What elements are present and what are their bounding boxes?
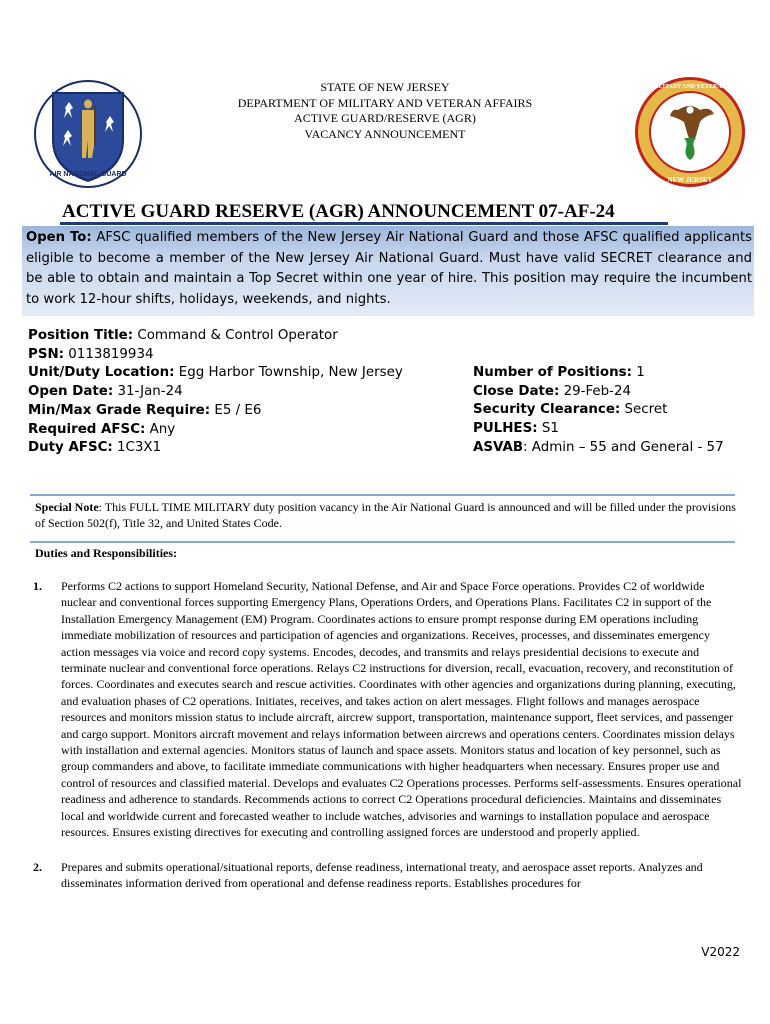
svg-text:NEW JERSEY: NEW JERSEY	[667, 176, 713, 184]
title-divider	[60, 222, 668, 225]
field-security-clearance: Security Clearance: Secret	[473, 402, 668, 418]
field-number-of-positions: Number of Positions: 1	[473, 365, 645, 380]
open-to-section	[26, 228, 752, 310]
field-duty-afsc: Duty AFSC: 1C3X1	[28, 440, 162, 456]
nj-dmava-seal	[634, 76, 746, 188]
document-header	[180, 80, 590, 142]
field-psn: PSN: 0113819934	[28, 346, 154, 362]
duties-list	[28, 578, 742, 909]
duties-heading: Duties and Responsibilities:	[35, 546, 178, 560]
open-to-text: AFSC qualified members of the New Jersey Air National Guard and those AFSC qualified applicants eligible to become a member of the New Jersey Air National Guard. Must have valid SECRET clearance and be able to obtain and maintain a Top Secret within one year of hire. This position may require the incumbent to work 12-hour shifts, holidays, weekends, and nights.	[26, 230, 752, 307]
header-line-vacancy: VACANCY ANNOUNCEMENT	[304, 126, 466, 141]
field-position-title: Position Title: Command & Control Operator	[28, 328, 338, 343]
field-unit-location: Unit/Duty Location: Egg Harbor Township, New Jersey	[28, 365, 403, 381]
special-note	[35, 500, 740, 531]
duty-text: Prepares and submits operational/situational reports, defense readiness, international treaty, and aerospace asset reports. Analyzes and disseminates information derived from operational and defense readiness reports. Establishes procedures for	[61, 859, 703, 890]
position-details-right	[473, 364, 724, 458]
duty-item	[28, 859, 742, 892]
header-line-state: STATE OF NEW JERSEY	[320, 80, 450, 94]
field-open-date: Open Date: 31-Jan-24	[28, 384, 183, 400]
field-grade: Min/Max Grade Require: E5 / E6	[28, 402, 262, 418]
special-note-text: : This FULL TIME MILITARY duty position vacancy in the Air National Guard is announced and will be filled under the provisions of Section 502(f), Title 32, and United States Code.	[35, 500, 736, 530]
announcement-title: ACTIVE GUARD RESERVE (AGR) ANNOUNCEMENT 07-AF-24	[62, 201, 615, 222]
version-label: V2022	[701, 945, 740, 959]
field-pulhes: PULHES: S1	[473, 421, 559, 437]
air-national-guard-seal	[32, 78, 144, 190]
seal-left-text: AIR NATIONAL GUARD	[49, 171, 127, 178]
field-close-date: Close Date: 29-Feb-24	[473, 383, 632, 399]
svg-text:MILITARY AND VETERANS: MILITARY AND VETERANS	[650, 84, 730, 90]
header-line-agr: ACTIVE GUARD/RESERVE (AGR)	[294, 111, 476, 125]
duty-number: 1.	[33, 579, 42, 593]
field-asvab: ASVAB: Admin – 55 and General - 57	[473, 439, 724, 455]
section-divider	[30, 494, 735, 496]
position-details-left	[28, 327, 403, 458]
header-line-department: DEPARTMENT OF MILITARY AND VETERAN AFFAIRS	[237, 95, 533, 110]
open-to-label: Open To:	[26, 230, 92, 245]
special-note-label: Special Note	[35, 500, 99, 514]
duty-number: 2.	[33, 859, 42, 874]
field-required-afsc: Required AFSC: Any	[28, 421, 176, 437]
section-divider	[30, 541, 735, 543]
duty-text: Performs C2 actions to support Homeland Security, National Defense, and Air and Space Force operations. Provides C2 of worldwide nuclear and conventional forces supporting Emergency Plans, Operations Orders, and Operations Plans. Facilitates C2 in support of the Installation Emergency Management (EM) Program. Coordinates actions to ensure prompt response during EM operations including immediate mobilization of resources and participation of agencies and organizations. Receives, processes, and disseminates emergency action messages via voice and record copy systems. Encodes, decodes, and transmits and relays presidential decisions to execute and terminate nuclear and conventional force operations. Relays C2 instructions for diversion, recall, evacuation, recovery, and reconstitution of forces. Coordinates and executes search and rescue activities. Coordinates with other agencies and organizations during planning, executing, and evaluation phases of C2 operations. Initiates, receives, and takes action on alert messages. Flight follows and manages aerospace resources and monitors mission status to include aircraft, aircrew support, transportation, maintenance support, fleet services, and passenger and cargo support. Monitors aircraft movement and relays information between aircrews and operations centers. Coordinates mission delays with installation and external agencies. Monitors status of launch and space assets. Monitors status and location of key personnel, such as group commanders and above, to facilitate immediate communications with higher headquarters when necessary. Ensures proper use and control of resources and classified material. Develops and evaluates C2 Operations processes. Performs self-assessments. Ensures operational readiness and adherence to standards. Recommends actions to correct C2 Operations procedural deficiencies. Maintains and disseminates local and worldwide current and forecasted weather to include watches, advisories and warnings to installation populace and aerospace resources. Ensures existing directives for executing and controlling assigned forces are understood and properly applied.	[61, 579, 742, 840]
duty-item	[28, 578, 742, 841]
